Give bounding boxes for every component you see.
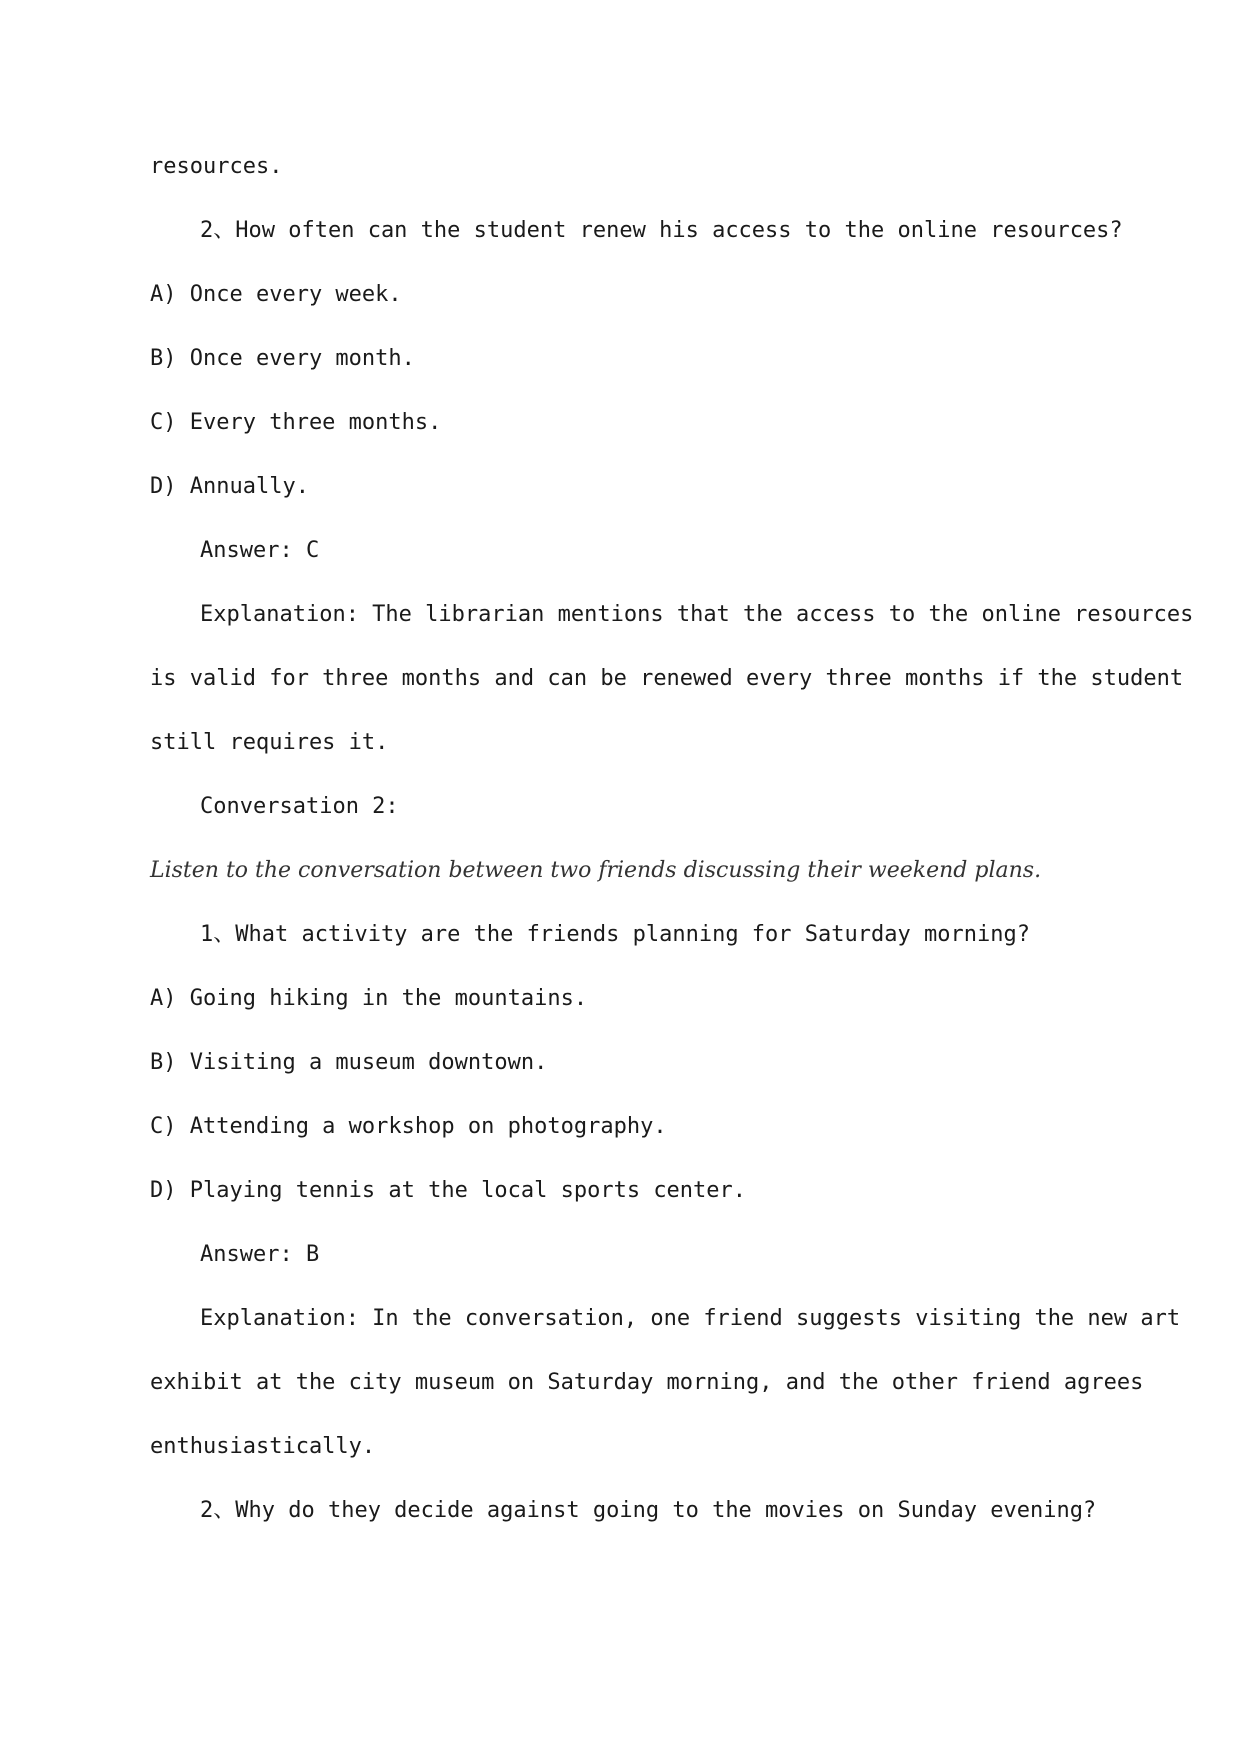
answer-text: Answer: C [200, 538, 320, 563]
explanation-line: Explanation: In the conversation, one friend suggests visiting the new art [200, 1306, 1181, 1331]
option-d: D) Annually. [150, 474, 309, 499]
answer-text: Answer: B [200, 1242, 320, 1267]
question-text: 1、What activity are the friends planning for Saturday morning? [200, 922, 1030, 947]
conversation-heading: Conversation 2: [200, 794, 399, 819]
option-a: A) Going hiking in the mountains. [150, 986, 588, 1011]
question-text: 2、How often can the student renew his access to the online resources? [200, 218, 1123, 243]
explanation-line: is valid for three months and can be renewed every three months if the student [150, 666, 1184, 691]
question-text: 2、Why do they decide against going to the movies on Sunday evening? [200, 1498, 1097, 1523]
explanation-line: exhibit at the city museum on Saturday morning, and the other friend agrees [150, 1370, 1144, 1395]
option-c: C) Attending a workshop on photography. [150, 1114, 667, 1139]
option-b: B) Once every month. [150, 346, 415, 371]
option-a: A) Once every week. [150, 282, 402, 307]
option-c: C) Every three months. [150, 410, 442, 435]
explanation-line: Explanation: The librarian mentions that the access to the online resources [200, 602, 1194, 627]
continuation-text: resources. [150, 154, 283, 179]
explanation-line: still requires it. [150, 730, 389, 755]
conversation-instruction: Listen to the conversation between two friends discussing their weekend plans. [150, 858, 1042, 883]
option-d: D) Playing tennis at the local sports center. [150, 1178, 747, 1203]
explanation-line: enthusiastically. [150, 1434, 376, 1459]
option-b: B) Visiting a museum downtown. [150, 1050, 548, 1075]
